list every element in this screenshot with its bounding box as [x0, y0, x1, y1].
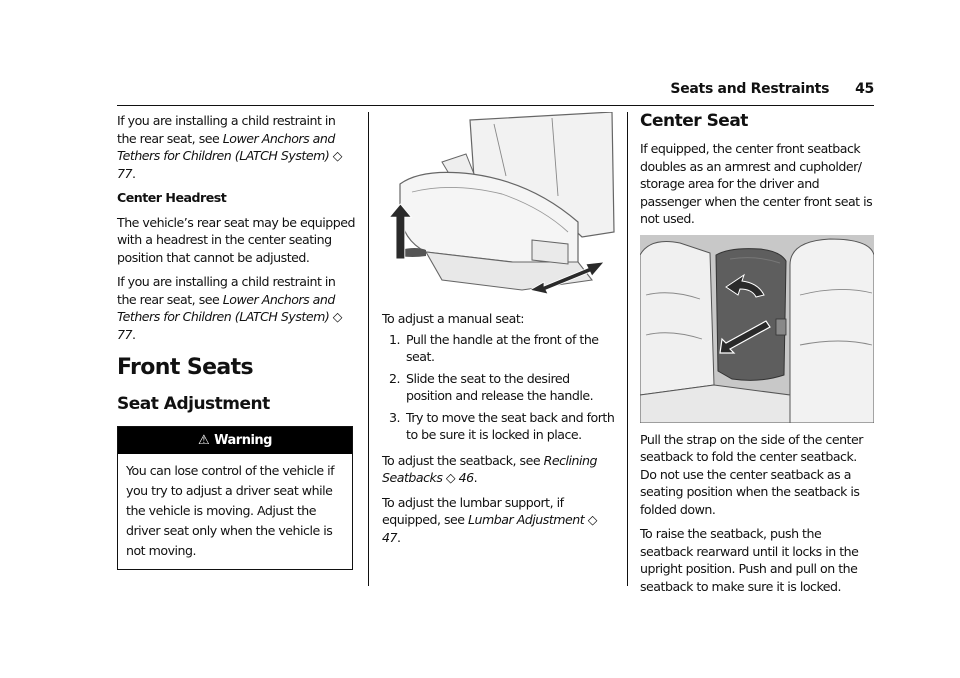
manual-seat-intro: To adjust a manual seat:	[382, 311, 525, 326]
header-rule	[117, 105, 874, 106]
heading-seat-adjustment: Seat Adjustment	[117, 394, 270, 414]
paragraph-fold-seatback: Pull the strap on the side of the center seatback to fold the center seatback. Do not use the center seatback as a seating position when the seatback is folded down.	[640, 431, 863, 517]
warning-box	[117, 426, 353, 570]
center-seatback-shape	[716, 248, 786, 380]
right-seat-shape	[790, 239, 874, 423]
paragraph-center-seat-intro: If equipped, the center front seatback doubles as an armrest and cupholder/ storage area for the driver and passenger when the center front seat is not used.	[640, 141, 873, 226]
center-seatback-illustration	[640, 235, 874, 423]
paragraph-text: If you are installing a child restraint in the rear seat, see	[117, 113, 336, 146]
page-number: 45	[855, 81, 874, 97]
step-3: 3. Try to move the seat back and forth to be sure it is locked in place.	[388, 409, 615, 442]
running-header	[0, 81, 874, 103]
paragraph-text: If you are installing a child restraint in the rear seat, see	[117, 274, 336, 307]
step-1: 1. Pull the handle at the front of the seat.	[388, 331, 599, 364]
xref-lumbar-adjustment[interactable]: Lumbar Adjustment	[468, 512, 585, 527]
section-title: Seats and Restraints	[670, 81, 830, 97]
column-3	[640, 112, 876, 602]
paragraph-latch-ref-2: If you are installing a child restraint in the rear seat, see Lower Anchors and Tethers for Children (LATCH System) ◇ 77.	[117, 274, 342, 342]
paragraph-raise-seatback: To raise the seatback, push the seatback rearward until it locks in the upright position. Push and pull on the seatback to make sure it is locked.	[640, 526, 859, 594]
xref-page-number[interactable]: 77	[117, 165, 133, 181]
column-2	[382, 112, 616, 553]
xref-page-number[interactable]: 47	[382, 529, 398, 545]
column-1	[117, 112, 355, 570]
page-ref-icon: ◇	[332, 148, 342, 163]
warning-header	[118, 427, 352, 454]
page-ref-icon: ◇	[587, 512, 597, 527]
paragraph-headrest: The vehicle’s rear seat may be equipped with a headrest in the center seating position that cannot be adjusted.	[117, 214, 356, 265]
page-ref-icon: ◇	[332, 309, 342, 324]
warning-body: You can lose control of the vehicle if you try to adjust a driver seat while the vehicle is moving. Adjust the driver seat only when the vehicle is not moving.	[126, 463, 335, 558]
column-divider-2	[627, 112, 628, 586]
heading-center-seat: Center Seat	[640, 111, 748, 131]
column-divider-1	[368, 112, 369, 586]
warning-title: Warning	[214, 432, 272, 448]
xref-latch-link[interactable]: Lower Anchors and Tethers for Children (LATCH System)	[117, 130, 335, 163]
paragraph-latch-ref-1: If you are installing a child restraint in the rear seat, see Lower Anchors and Tethers for Children (LATCH System) ◇ 77.	[117, 113, 342, 181]
warning-icon: ⚠	[198, 432, 210, 448]
adjustment-steps	[382, 331, 616, 444]
manual-seat-adjustment-illustration	[382, 112, 616, 302]
paragraph-lumbar-ref: To adjust the lumbar support, if equipped, see Lumbar Adjustment ◇ 47.	[382, 494, 597, 545]
subheading-center-headrest: Center Headrest	[117, 190, 227, 205]
step-2: 2. Slide the seat to the desired position and release the handle.	[388, 370, 594, 403]
xref-page-number[interactable]: 46	[458, 470, 474, 485]
xref-reclining-seatbacks[interactable]: Reclining Seatbacks	[382, 452, 597, 485]
page-ref-icon: ◇	[445, 470, 456, 485]
xref-latch-link[interactable]: Lower Anchors and Tethers for Children (LATCH System)	[117, 291, 335, 324]
paragraph-seatback-ref: To adjust the seatback, see Reclining Seatbacks ◇ 46.	[382, 452, 597, 485]
heading-front-seats: Front Seats	[117, 355, 254, 380]
seatback-strap-shape	[776, 319, 786, 335]
xref-page-number[interactable]: 77	[117, 326, 133, 342]
left-seat-shape	[640, 241, 714, 395]
